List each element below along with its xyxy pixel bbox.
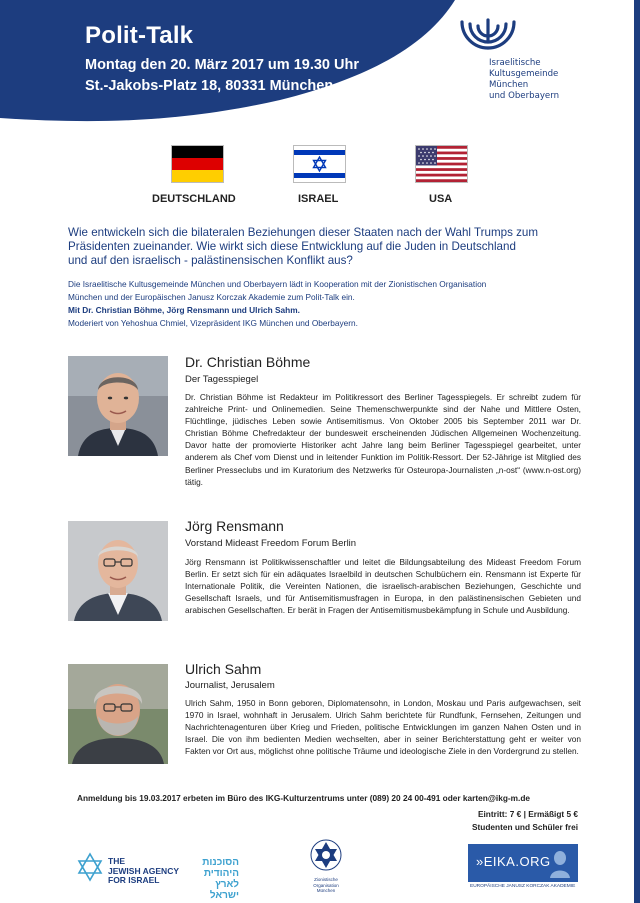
ikg-menorah-logo-icon	[458, 16, 518, 56]
ikg-logo-text: Israelitische Kultusgemeinde München und Oberbayern	[489, 58, 560, 101]
event-address: St.-Jakobs-Platz 18, 80331 München	[85, 78, 334, 94]
germany-flag-icon	[172, 146, 223, 182]
guests-line: Mit Dr. Christian Böhme, Jörg Rensmann und Ulrich Sahm.	[68, 305, 300, 315]
admission-free-note: Studenten und Schüler frei	[471, 822, 578, 832]
speaker-role: Journalist, Jerusalem	[185, 680, 275, 691]
country-label-israel: ISRAEL	[298, 193, 339, 205]
speaker-bio: Ulrich Sahm, 1950 in Bonn geboren, Diplomatensohn, in London, Moskau und Paris aufgewachsen, seit 1970 in Israel, wohnhaft in Jerusalem. Ulrich Sahm berichtete für Rundfunk, Fernsehen, Zeitungen und Nachrichtenagenturen über Krieg und Frieden, politische Entwicklungen im ganzen Nahen Osten und in Israel. Die von ihm bedienten Medien wechselten, aber in seiner Berichterstattung geht er weiter von Fakten vor Ort aus, möglichst ohne politische Träume und ideologische Ziele in den Vordergrund zu stellen.	[185, 698, 581, 757]
country-label-germany: DEUTSCHLAND	[152, 193, 236, 205]
country-label-usa: USA	[429, 193, 453, 205]
speaker-bio: Jörg Rensmann ist Politikwissenschaftler und leitet die Bildungsabteilung des Mideast Freedom Forum Berlin. Er setzt sich für ein adäquates Israelbild in deutschen Schulbüchern ein. Rensmann ist Experte für Internationale Politik, die Vereinten Nationen, die israelisch-arabischen Beziehungen, Geschichte und Gesellschaft Israels, und für Antisemitismusfragen in Europa, in den palästinensischen Gebieten und arabischen Gesellschaften. Er berät in Fragen der Antisemitismusbekämpfung in Schule und Ausbildung.	[185, 557, 581, 616]
usa-flag-icon	[416, 146, 467, 182]
intro-question: Wie entwickeln sich die bilateralen Beziehungen dieser Staaten nach der Wahl Trumps zum Präsidenten zueinander. Wie wirkt sich diese Entwicklung auf die Juden in Deutschland und auf den israelisch - palästinensischen Konflikt aus?	[68, 226, 539, 267]
korczak-portrait-icon	[548, 848, 572, 878]
event-description: Die Israelitische Kultusgemeinde München und Oberbayern lädt in Kooperation mit der Zionistischen Organisation München und der Europäischen Janusz Korczak Akademie zum Polit-Talk ein. Mit Dr. Christian Böhme, Jörg Rensmann und Ulrich Sahm. Moderiert von Yehoshua Chmiel, Vizepräsident IKG München und Oberbayern.	[68, 278, 608, 330]
event-title: Polit-Talk	[85, 22, 194, 49]
speaker-photo-sahm	[68, 664, 168, 764]
moderator-line: Moderiert von Yehoshua Chmiel, Vizepräsident IKG München und Oberbayern.	[68, 318, 358, 328]
speaker-bio: Dr. Christian Böhme ist Redakteur im Politikressort des Berliner Tagesspiegels. Er schreibt zudem für zahlreiche Print- und Onlinemedien. Seine Themenschwerpunkte sind der Nahe und Mittlere Osten, Flüchtlinge, jüdisches Leben sowie Antisemitismus. Von Oktober 2005 bis September 2011 war Dr. Christian Böhme Chefredakteur der bundesweit erscheinenden Jüdischen Allgemeinen Wochenzeitung. Davor hatte der promovierte Historiker acht Jahre lang beim Berliner Tagesspiegel gearbeitet, unter anderem als Chef vom Dienst und in leitender Funktion im Politik-Ressort. Der 52-Jährige ist Mitglied des Berliner Presseclubs und im Kuratorium des Netzwerks für Osteuropa-Journalisten „n-ost“ (www.n-ost.org) tätig.	[185, 392, 581, 487]
speaker-role: Der Tagesspiegel	[185, 374, 259, 385]
israel-flag-icon	[294, 146, 345, 182]
eika-subtitle: EUROPÄISCHE JANUSZ KORCZAK AKADEMIE	[470, 884, 576, 889]
speaker-photo-rensmann	[68, 521, 168, 621]
registration-info: Anmeldung bis 19.03.2017 erbeten im Büro des IKG-Kulturzentrums unter (089) 20 24 00-491 oder karten@ikg-m.de	[77, 793, 531, 803]
speaker-name: Dr. Christian Böhme	[185, 354, 311, 370]
zionist-star-icon	[309, 838, 343, 872]
speaker-name: Ulrich Sahm	[185, 661, 262, 677]
jewish-agency-logo: THE JEWISH AGENCY FOR ISRAEL הסוכנות היהודית לארץ ישראל	[75, 851, 240, 885]
event-date: Montag den 20. März 2017 um 19.30 Uhr	[85, 57, 359, 73]
speaker-name: Jörg Rensmann	[185, 518, 284, 534]
jewish-agency-star-icon	[75, 851, 105, 883]
zionist-organisation-logo: Zionistische Organisation München	[301, 838, 351, 898]
admission-price: Eintritt: 7 € | Ermäßigt 5 €	[477, 809, 578, 819]
eika-logo: »EIKA.ORG	[468, 844, 578, 882]
speaker-photo-boehme	[68, 356, 168, 456]
speaker-role: Vorstand Mideast Freedom Forum Berlin	[185, 538, 357, 549]
